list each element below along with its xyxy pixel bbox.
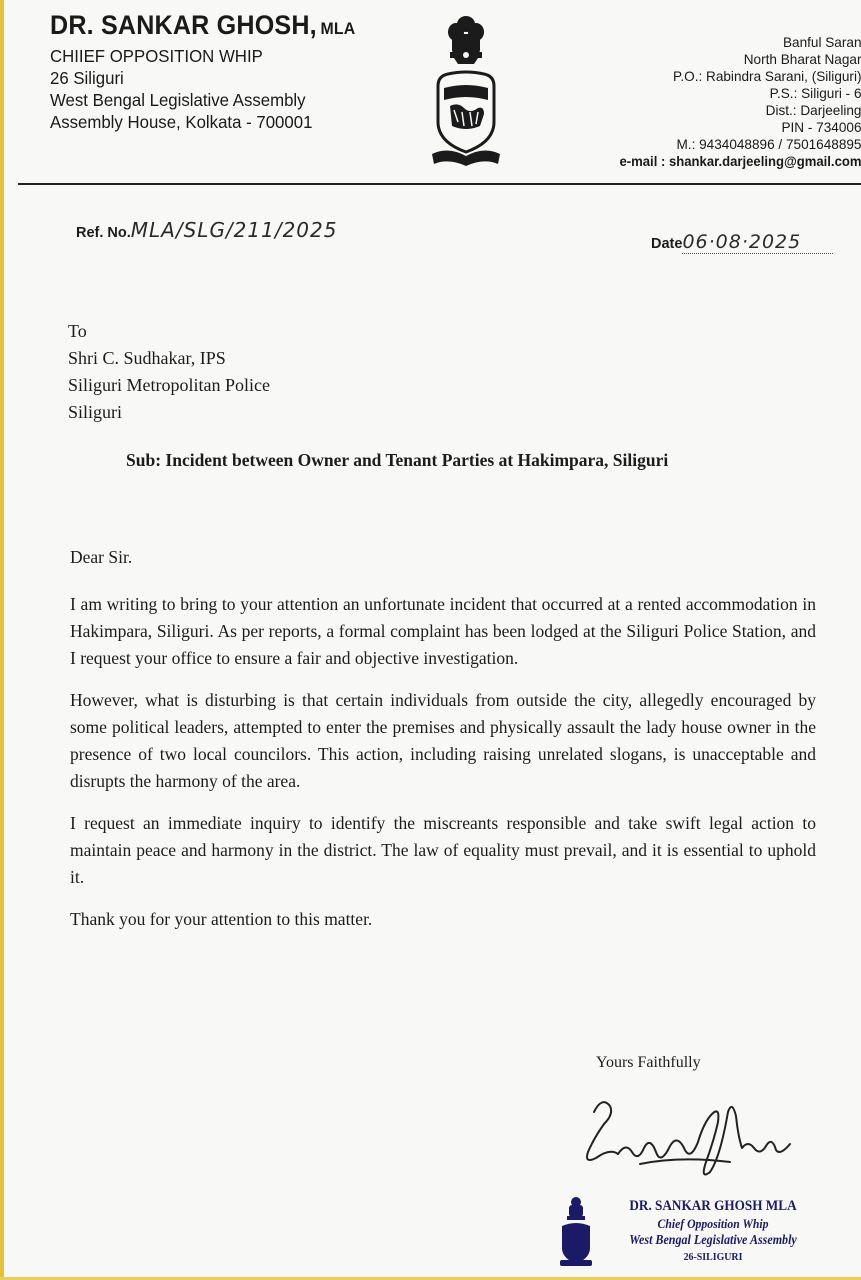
sender-assembly: West Bengal Legislative Assembly [50,90,306,110]
address-line: P.S.: Siliguri - 6 [769,85,861,101]
date-value: 06·08·2025 [682,231,833,254]
address-line: P.O.: Rabindra Sarani, (Siliguri) [672,68,861,84]
letter-body [70,544,816,948]
letterhead-divider [18,183,861,185]
letterhead-address [612,34,861,170]
recipient-block [68,318,270,426]
official-stamp [598,1198,828,1266]
sender-assembly-address: Assembly House, Kolkata - 700001 [50,112,313,132]
letter-date: Date06·08·2025 [651,231,833,253]
body-paragraph: Thank you for your attention to this matter. [70,909,373,929]
national-emblem-icon [428,14,504,170]
recipient-name: Shri C. Sudhakar, IPS [68,348,226,368]
recipient-city: Siliguri [68,402,123,422]
salutation: Dear Sir. [70,547,133,567]
phone-line: M.: 9434048896 / 7501648895 [675,136,861,152]
email-line: e-mail : shankar.darjeeling@gmail.com [618,154,861,169]
recipient-office: Siliguri Metropolitan Police [68,375,270,395]
reference-value: MLA/SLG/211/2025 [130,218,338,242]
letterhead-sender [50,10,378,133]
closing: Yours Faithfully [596,1054,701,1071]
address-line: Dist.: Darjeeling [765,102,861,118]
address-line: PIN - 734006 [780,119,861,135]
body-paragraph: However, what is disturbing is that certain individuals from outside the city, allegedly encouraged by some political leaders, attempted to enter the premises and physically assault the lady house owner in the presence of two local councilors. This action, including raising unrelated slogans, is unacceptable and disrupts the harmony of the area. [70,690,816,791]
stamp-assembly: West Bengal Legislative Assembly [629,1233,797,1248]
body-paragraph: I request an immediate inquiry to identify the miscreants responsible and take swift legal action to maintain peace and harmony in the district. The law of equality must prevail, and it is essential to uphold it. [70,813,816,887]
reference-number: Ref. No.MLA/SLG/211/2025 [76,218,338,242]
sender-name: DR. SANKAR GHOSH, MLA [50,10,356,40]
stamp-name: DR. SANKAR GHOSH MLA [629,1198,797,1214]
handwritten-signature [580,1092,800,1192]
subject-line: Sub: Incident between Owner and Tenant Parties at Hakimpara, Siliguri [126,450,669,470]
stamp-title: Chief Opposition Whip [657,1216,769,1231]
recipient-to: To [68,321,87,341]
address-line: Banful Saran [782,34,861,50]
address-line: North Bharat Nagar [743,51,861,67]
sender-constituency: 26 Siliguri [50,68,124,88]
body-paragraph: I am writing to bring to your attention an unfortunate incident that occurred at a rented accommodation in Hakimpara, Siliguri. As per reports, a formal complaint has been lodged at the Siliguri Police Station, and I request your office to ensure a fair and objective investigation. [70,594,816,668]
stamp-constituency: 26-SILIGURI [683,1251,743,1263]
sender-title: CHIIEF OPPOSITION WHIP [50,46,263,66]
stamp-emblem-icon [558,1196,594,1268]
